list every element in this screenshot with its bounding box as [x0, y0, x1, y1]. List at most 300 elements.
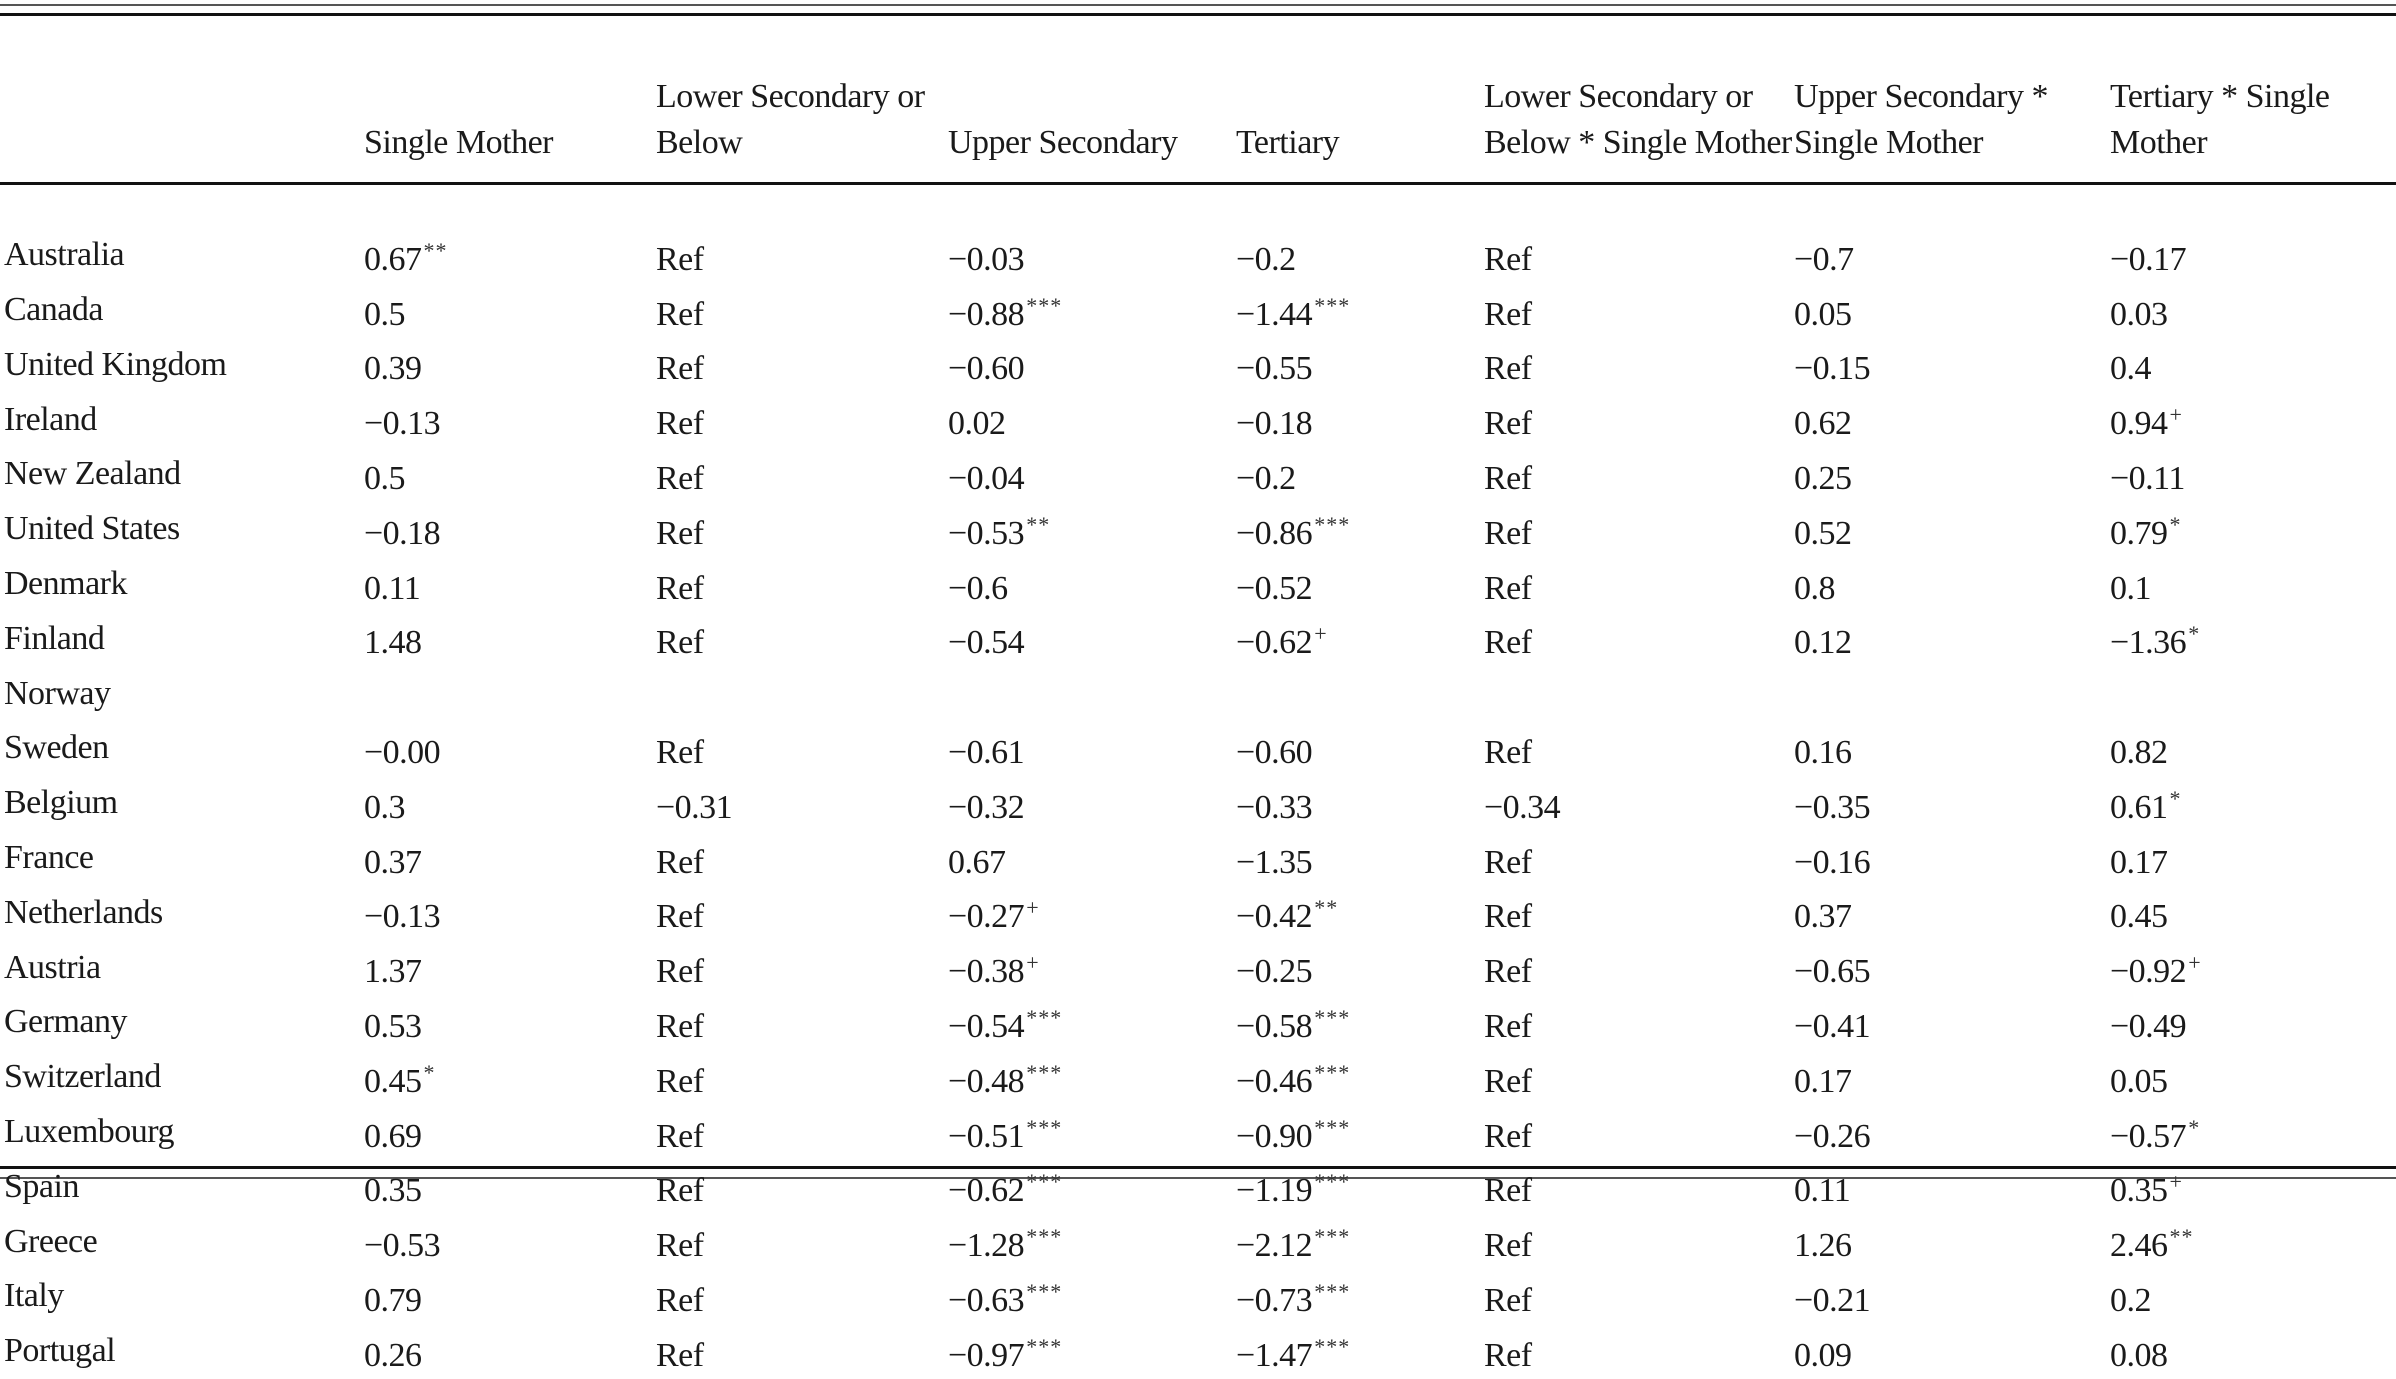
coefficient-value: −0.25 [1236, 953, 1313, 991]
coefficient-value: 0.79 [2110, 514, 2168, 552]
coefficient-value: 0.03 [2110, 295, 2168, 333]
coefficient-cell [948, 447, 1236, 502]
table-row [0, 721, 2396, 776]
coefficient-value: 0.05 [1794, 295, 1852, 333]
coefficient-value: 0.5 [364, 295, 405, 333]
column-header-upper-secondary: Upper Secondary [948, 124, 1178, 161]
coefficient-value: −0.32 [948, 788, 1025, 826]
coefficient-cell [1236, 557, 1484, 612]
significance-marker: *** [1026, 1114, 1063, 1140]
coefficient-value: 0.61 [2110, 788, 2168, 826]
country-name: Canada [4, 291, 103, 329]
coefficient-value: −0.52 [1236, 569, 1313, 607]
significance-marker: *** [1314, 1169, 1351, 1195]
top-rule-thin [0, 4, 2396, 6]
coefficient-cell [364, 228, 656, 283]
coefficient-value: 0.2 [2110, 1281, 2151, 1319]
coefficient-value: 0.62 [1794, 405, 1852, 443]
coefficient-value: −0.03 [948, 240, 1025, 278]
coefficient-value: −0.33 [1236, 788, 1313, 826]
coefficient-cell [656, 392, 948, 447]
coefficient-value: −0.18 [1236, 405, 1313, 443]
coefficient-cell [1794, 776, 2110, 831]
coefficient-cell [1484, 1050, 1794, 1105]
coefficient-cell [1794, 1269, 2110, 1324]
coefficient-cell [948, 1050, 1236, 1105]
coefficient-cell [948, 776, 1236, 831]
coefficient-cell [948, 392, 1236, 447]
coefficient-cell [364, 611, 656, 666]
coefficient-cell [1484, 611, 1794, 666]
coefficient-cell [1794, 283, 2110, 338]
coefficient-value: Ref [656, 1336, 704, 1374]
coefficient-value: −0.55 [1236, 350, 1313, 388]
column-header-tertiary-x-single-mother: Tertiary * Single Mother [2110, 78, 2330, 161]
coefficient-cell [364, 776, 656, 831]
coefficient-value: −0.42 [1236, 898, 1313, 936]
coefficient-cell [1236, 666, 1484, 721]
coefficient-cell [2110, 721, 2396, 776]
coefficient-value: 0.45 [2110, 898, 2168, 936]
coefficient-cell [656, 1214, 948, 1269]
coefficient-value: −0.60 [1236, 733, 1313, 771]
table-row [0, 1050, 2396, 1105]
coefficient-value: −0.04 [948, 459, 1025, 497]
table-row [0, 1105, 2396, 1160]
coefficient-value: −0.00 [364, 733, 441, 771]
coefficient-cell [1794, 831, 2110, 886]
coefficient-value: 0.52 [1794, 514, 1852, 552]
coefficient-cell [656, 831, 948, 886]
coefficient-value: 0.17 [2110, 843, 2168, 881]
coefficient-cell [948, 557, 1236, 612]
coefficient-cell [1484, 940, 1794, 995]
coefficient-cell [364, 1214, 656, 1269]
column-header-lower-secondary-x-single-mother: Lower Secondary or Below * Single Mother [1484, 78, 1792, 161]
coefficient-value: −0.13 [364, 898, 441, 936]
coefficient-value: 0.37 [364, 843, 422, 881]
coefficient-value: Ref [656, 953, 704, 991]
coefficient-cell [1794, 557, 2110, 612]
country-name: United Kingdom [4, 345, 227, 383]
coefficient-cell [1484, 557, 1794, 612]
coefficient-value: Ref [656, 624, 704, 662]
coefficient-value: 0.82 [2110, 733, 2168, 771]
coefficient-value: −0.90 [1236, 1117, 1313, 1155]
coefficient-cell [656, 776, 948, 831]
country-name: Italy [4, 1277, 64, 1315]
coefficient-cell [948, 831, 1236, 886]
coefficient-value: −1.35 [1236, 843, 1313, 881]
significance-marker: *** [1314, 292, 1351, 318]
table-row [0, 885, 2396, 940]
coefficient-cell [1236, 1159, 1484, 1214]
coefficient-value: −0.54 [948, 624, 1025, 662]
significance-marker: + [1314, 621, 1328, 647]
coefficient-value: 0.8 [1794, 569, 1835, 607]
country-name: United States [4, 510, 180, 548]
coefficient-cell [1794, 995, 2110, 1050]
coefficient-value: 0.05 [2110, 1062, 2168, 1100]
coefficient-cell [1794, 1214, 2110, 1269]
coefficient-cell [1794, 502, 2110, 557]
coefficient-value: −0.18 [364, 514, 441, 552]
coefficient-cell [1236, 1324, 1484, 1379]
coefficient-value: −0.51 [948, 1117, 1025, 1155]
coefficient-cell [1484, 337, 1794, 392]
coefficient-value: Ref [1484, 1336, 1532, 1374]
coefficient-cell [656, 557, 948, 612]
coefficient-cell [948, 283, 1236, 338]
coefficient-value: Ref [656, 405, 704, 443]
coefficient-value: −0.62 [948, 1172, 1025, 1210]
coefficient-cell [2110, 831, 2396, 886]
table-row [0, 502, 2396, 557]
coefficient-cell [948, 1159, 1236, 1214]
coefficient-cell [1236, 1105, 1484, 1160]
coefficient-cell [2110, 1269, 2396, 1324]
coefficient-cell [364, 1269, 656, 1324]
column-header-tertiary: Tertiary [1236, 124, 1340, 161]
coefficient-cell [1236, 721, 1484, 776]
coefficient-cell [1484, 721, 1794, 776]
coefficient-cell [1484, 1159, 1794, 1214]
coefficient-cell [1484, 392, 1794, 447]
coefficient-cell [1484, 502, 1794, 557]
country-name: Australia [4, 236, 125, 274]
coefficient-value: Ref [656, 898, 704, 936]
coefficient-cell [656, 940, 948, 995]
coefficient-value: −0.53 [948, 514, 1025, 552]
table-row [0, 831, 2396, 886]
coefficient-cell [1484, 447, 1794, 502]
coefficient-value: Ref [1484, 240, 1532, 278]
coefficient-cell [364, 337, 656, 392]
coefficient-cell [948, 1105, 1236, 1160]
table-row [0, 1269, 2396, 1324]
coefficient-value: Ref [656, 1007, 704, 1045]
coefficient-value: −0.34 [1484, 788, 1561, 826]
coefficient-value: −0.97 [948, 1336, 1025, 1374]
coefficient-value: −0.53 [364, 1227, 441, 1265]
significance-marker: ** [1314, 895, 1339, 921]
coefficient-value: 0.94 [2110, 405, 2168, 443]
significance-marker: + [2188, 950, 2202, 976]
coefficient-cell [948, 1214, 1236, 1269]
coefficient-cell [1236, 447, 1484, 502]
coefficient-cell [1236, 228, 1484, 283]
coefficient-cell [656, 995, 948, 1050]
coefficient-cell [1794, 392, 2110, 447]
coefficient-cell [656, 283, 948, 338]
coefficient-cell [364, 666, 656, 721]
coefficient-cell [1236, 1050, 1484, 1105]
coefficient-cell [1484, 1214, 1794, 1269]
coefficient-value: 0.5 [364, 459, 405, 497]
coefficient-value: Ref [1484, 514, 1532, 552]
significance-marker: + [1026, 950, 1040, 976]
coefficient-value: Ref [656, 1227, 704, 1265]
coefficient-cell [1236, 502, 1484, 557]
table-row [0, 1214, 2396, 1269]
coefficient-cell [2110, 1105, 2396, 1160]
coefficient-value: 0.09 [1794, 1336, 1852, 1374]
coefficient-cell [1484, 995, 1794, 1050]
coefficient-value: Ref [656, 1117, 704, 1155]
coefficient-value: Ref [656, 295, 704, 333]
coefficient-cell [2110, 1050, 2396, 1105]
coefficient-cell [1236, 885, 1484, 940]
significance-marker: *** [1026, 1278, 1063, 1304]
coefficient-value: 0.53 [364, 1007, 422, 1045]
coefficient-cell [948, 1269, 1236, 1324]
coefficient-cell [948, 721, 1236, 776]
coefficient-cell [1236, 831, 1484, 886]
coefficient-value: 0.16 [1794, 733, 1852, 771]
coefficient-value: 0.12 [1794, 624, 1852, 662]
coefficient-cell [948, 1324, 1236, 1379]
coefficient-cell [364, 831, 656, 886]
country-name: Greece [4, 1222, 98, 1260]
country-name: Switzerland [4, 1058, 161, 1096]
coefficient-value: −0.73 [1236, 1281, 1313, 1319]
header-spacer [0, 182, 2396, 228]
coefficient-cell [2110, 557, 2396, 612]
coefficient-value: −0.61 [948, 733, 1025, 771]
coefficient-cell [948, 666, 1236, 721]
coefficient-cell [1484, 885, 1794, 940]
coefficient-value: −0.88 [948, 295, 1025, 333]
country-name: Belgium [4, 784, 118, 822]
coefficient-cell [364, 885, 656, 940]
coefficient-value: Ref [656, 350, 704, 388]
coefficient-cell [1236, 392, 1484, 447]
significance-marker: *** [1026, 1224, 1063, 1250]
significance-marker: * [2169, 785, 2182, 811]
coefficient-value: −0.58 [1236, 1007, 1313, 1045]
coefficient-value: Ref [656, 459, 704, 497]
coefficient-value: −0.92 [2110, 953, 2187, 991]
coefficient-value: 0.35 [2110, 1172, 2168, 1210]
spacer-cell [0, 182, 2396, 228]
coefficient-value: Ref [656, 1281, 704, 1319]
table-row [0, 447, 2396, 502]
coefficient-value: Ref [656, 569, 704, 607]
coefficient-value: 0.4 [2110, 350, 2151, 388]
coefficient-cell [656, 502, 948, 557]
coefficient-value: Ref [656, 514, 704, 552]
country-name: Portugal [4, 1332, 116, 1370]
significance-marker: *** [1314, 1333, 1351, 1359]
coefficient-value: −0.65 [1794, 953, 1871, 991]
coefficient-cell [364, 502, 656, 557]
table-row [0, 776, 2396, 831]
coefficient-cell [364, 721, 656, 776]
coefficient-cell [364, 1105, 656, 1160]
coefficient-cell [1794, 611, 2110, 666]
table-row [0, 228, 2396, 283]
coefficient-value: Ref [1484, 1227, 1532, 1265]
significance-marker: *** [1314, 1278, 1351, 1304]
coefficient-value: Ref [1484, 1007, 1532, 1045]
coefficient-value: −0.46 [1236, 1062, 1313, 1100]
coefficient-cell [948, 940, 1236, 995]
regression-results-table [0, 16, 2396, 1379]
coefficient-cell [1794, 885, 2110, 940]
coefficient-cell [364, 392, 656, 447]
significance-marker: ** [423, 237, 448, 263]
significance-marker: * [2169, 511, 2182, 537]
significance-marker: *** [1314, 1059, 1351, 1085]
coefficient-cell [2110, 611, 2396, 666]
coefficient-value: 0.67 [364, 240, 422, 278]
significance-marker: *** [1026, 1333, 1063, 1359]
coefficient-cell [2110, 666, 2396, 721]
coefficient-cell [2110, 228, 2396, 283]
significance-marker: *** [1026, 1169, 1063, 1195]
coefficient-value: Ref [1484, 843, 1532, 881]
column-header-lower-secondary: Lower Secondary or Below [656, 78, 925, 161]
table-row [0, 611, 2396, 666]
coefficient-value: −0.86 [1236, 514, 1313, 552]
coefficient-cell [2110, 1324, 2396, 1379]
coefficient-cell [2110, 1214, 2396, 1269]
coefficient-cell [364, 940, 656, 995]
coefficient-value: −1.28 [948, 1227, 1025, 1265]
coefficient-cell [2110, 776, 2396, 831]
coefficient-value: 0.79 [364, 1281, 422, 1319]
coefficient-value: Ref [1484, 733, 1532, 771]
coefficient-value: −0.38 [948, 953, 1025, 991]
country-name: Finland [4, 619, 105, 657]
coefficient-value: −0.6 [948, 569, 1008, 607]
significance-marker: *** [1314, 1224, 1351, 1250]
coefficient-cell [948, 885, 1236, 940]
coefficient-value: 0.3 [364, 788, 405, 826]
significance-marker: *** [1026, 292, 1063, 318]
coefficient-value: −1.19 [1236, 1172, 1313, 1210]
coefficient-cell [1794, 1159, 2110, 1214]
coefficient-cell [2110, 995, 2396, 1050]
coefficient-value: Ref [656, 733, 704, 771]
coefficient-value: 2.46 [2110, 1227, 2168, 1265]
coefficient-value: 0.11 [364, 569, 421, 607]
coefficient-cell [656, 447, 948, 502]
coefficient-value: 0.69 [364, 1117, 422, 1155]
table-row [0, 557, 2396, 612]
coefficient-cell [2110, 1159, 2396, 1214]
coefficient-cell [364, 1050, 656, 1105]
significance-marker: *** [1026, 1004, 1063, 1030]
significance-marker: *** [1026, 1059, 1063, 1085]
coefficient-cell [2110, 337, 2396, 392]
coefficient-cell [1236, 940, 1484, 995]
coefficient-cell [364, 1159, 656, 1214]
coefficient-cell [948, 337, 1236, 392]
coefficient-value: −0.60 [948, 350, 1025, 388]
country-name: Netherlands [4, 893, 163, 931]
coefficient-cell [1484, 776, 1794, 831]
coefficient-value: 0.39 [364, 350, 422, 388]
coefficient-value: 0.1 [2110, 569, 2151, 607]
coefficient-cell [948, 611, 1236, 666]
coefficient-cell [656, 337, 948, 392]
coefficient-cell [2110, 392, 2396, 447]
coefficient-cell [1484, 1269, 1794, 1324]
significance-marker: + [1026, 895, 1040, 921]
coefficient-value: −0.49 [2110, 1007, 2187, 1045]
coefficient-cell [1236, 283, 1484, 338]
coefficient-cell [1484, 1105, 1794, 1160]
coefficient-value: −0.35 [1794, 788, 1871, 826]
coefficient-cell [1236, 995, 1484, 1050]
coefficient-cell [1794, 1105, 2110, 1160]
coefficient-cell [1794, 337, 2110, 392]
coefficient-value: 0.67 [948, 843, 1006, 881]
coefficient-value: 0.11 [1794, 1172, 1851, 1210]
country-name: Denmark [4, 565, 128, 603]
coefficient-value: −0.17 [2110, 240, 2187, 278]
coefficient-cell [1484, 1324, 1794, 1379]
coefficient-cell [364, 283, 656, 338]
significance-marker: + [2169, 402, 2183, 428]
coefficient-value: −0.41 [1794, 1007, 1871, 1045]
coefficient-cell [1484, 283, 1794, 338]
coefficient-value: Ref [1484, 405, 1532, 443]
coefficient-value: 0.25 [1794, 459, 1852, 497]
coefficient-cell [656, 1269, 948, 1324]
coefficient-value: −0.57 [2110, 1117, 2187, 1155]
column-header-single-mother: Single Mother [364, 124, 553, 161]
column-header-country [0, 16, 364, 182]
coefficient-value: −0.26 [1794, 1117, 1871, 1155]
coefficient-value: Ref [1484, 1062, 1532, 1100]
coefficient-value: Ref [1484, 295, 1532, 333]
coefficient-value: Ref [656, 1172, 704, 1210]
coefficient-value: −0.54 [948, 1007, 1025, 1045]
table-row [0, 940, 2396, 995]
coefficient-value: −0.62 [1236, 624, 1313, 662]
coefficient-cell [1484, 228, 1794, 283]
coefficient-value: 1.37 [364, 953, 422, 991]
coefficient-cell [656, 228, 948, 283]
coefficient-value: 0.08 [2110, 1336, 2168, 1374]
coefficient-cell [1794, 228, 2110, 283]
significance-marker: *** [1314, 511, 1351, 537]
coefficient-cell [1794, 940, 2110, 995]
coefficient-cell [1794, 447, 2110, 502]
coefficient-value: −0.63 [948, 1281, 1025, 1319]
coefficient-cell [656, 611, 948, 666]
coefficient-value: −0.48 [948, 1062, 1025, 1100]
coefficient-value: −0.7 [1794, 240, 1854, 278]
significance-marker: *** [1314, 1114, 1351, 1140]
coefficient-value: −0.16 [1794, 843, 1871, 881]
coefficient-cell [2110, 940, 2396, 995]
coefficient-cell [1794, 666, 2110, 721]
coefficient-value: −2.12 [1236, 1227, 1313, 1265]
significance-marker: * [2188, 621, 2201, 647]
significance-marker: + [2169, 1169, 2183, 1195]
coefficient-value: Ref [1484, 459, 1532, 497]
coefficient-cell [1794, 1050, 2110, 1105]
coefficient-cell [364, 995, 656, 1050]
coefficient-cell [2110, 283, 2396, 338]
coefficient-value: −0.27 [948, 898, 1025, 936]
coefficient-cell [656, 885, 948, 940]
country-name: Germany [4, 1003, 128, 1041]
coefficient-value: −0.2 [1236, 240, 1296, 278]
